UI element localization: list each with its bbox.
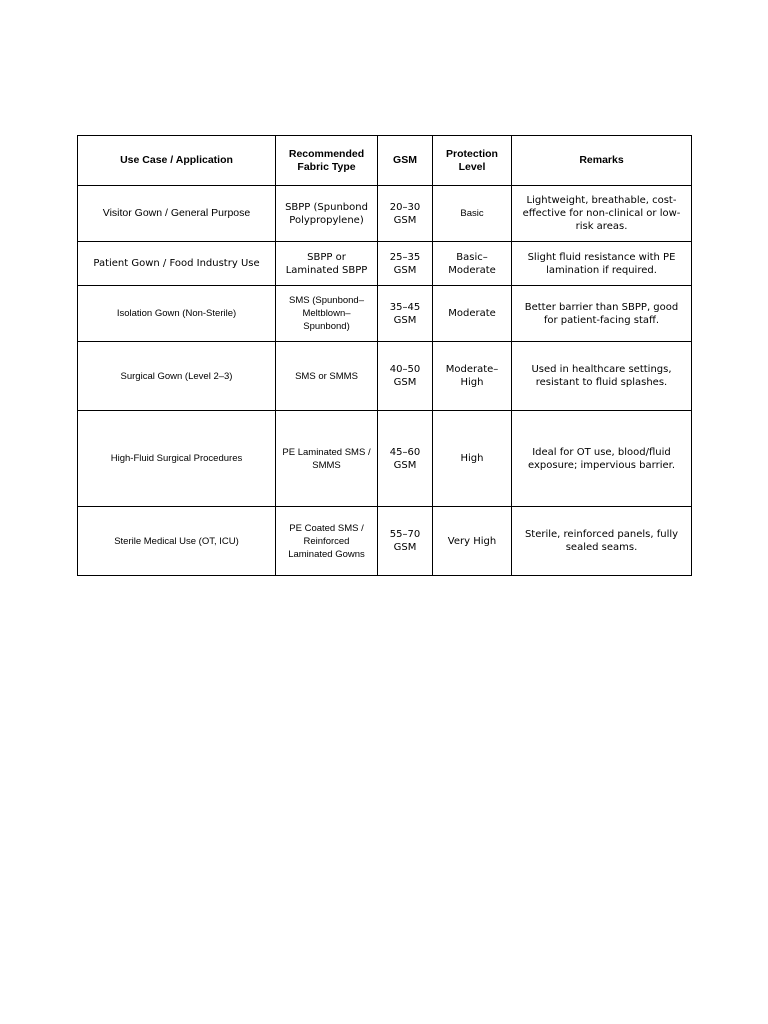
cell-remarks: Slight fluid resistance with PE lamination if required. [512,242,692,286]
header-fabric-type: Recommended Fabric Type [276,136,378,186]
cell-gsm: 55–70 GSM [378,507,433,576]
cell-use-case: Visitor Gown / General Purpose [78,186,276,242]
cell-protection: Basic–Moderate [433,242,512,286]
cell-fabric: PE Laminated SMS / SMMS [276,411,378,507]
cell-remarks: Sterile, reinforced panels, fully sealed seams. [512,507,692,576]
table-row [78,507,692,576]
table-header-row [78,136,692,186]
cell-protection: Moderate–High [433,342,512,411]
table-row [78,186,692,242]
fabric-recommendation-table [77,135,692,576]
cell-use-case: Sterile Medical Use (OT, ICU) [78,507,276,576]
cell-remarks: Used in healthcare settings, resistant to fluid splashes. [512,342,692,411]
cell-use-case: Patient Gown / Food Industry Use [78,242,276,286]
cell-fabric: SMS (Spunbond–Meltblown–Spunbond) [276,286,378,342]
cell-fabric: PE Coated SMS / Reinforced Laminated Gowns [276,507,378,576]
table-row [78,286,692,342]
cell-remarks: Better barrier than SBPP, good for patient-facing staff. [512,286,692,342]
cell-use-case: Isolation Gown (Non-Sterile) [78,286,276,342]
header-gsm: GSM [378,136,433,186]
cell-fabric: SMS or SMMS [276,342,378,411]
cell-gsm: 45–60 GSM [378,411,433,507]
cell-protection: Basic [433,186,512,242]
cell-use-case: High-Fluid Surgical Procedures [78,411,276,507]
header-remarks: Remarks [512,136,692,186]
cell-use-case: Surgical Gown (Level 2–3) [78,342,276,411]
header-protection-level: Protection Level [433,136,512,186]
cell-remarks: Ideal for OT use, blood/fluid exposure; impervious barrier. [512,411,692,507]
cell-protection: Moderate [433,286,512,342]
cell-gsm: 35–45 GSM [378,286,433,342]
header-use-case: Use Case / Application [78,136,276,186]
table-row [78,411,692,507]
cell-protection: High [433,411,512,507]
cell-protection: Very High [433,507,512,576]
table-row [78,242,692,286]
cell-gsm: 20–30 GSM [378,186,433,242]
table-row [78,342,692,411]
cell-gsm: 40–50 GSM [378,342,433,411]
cell-remarks: Lightweight, breathable, cost-effective for non-clinical or low-risk areas. [512,186,692,242]
cell-fabric: SBPP (Spunbond Polypropylene) [276,186,378,242]
cell-fabric: SBPP or Laminated SBPP [276,242,378,286]
cell-gsm: 25–35 GSM [378,242,433,286]
